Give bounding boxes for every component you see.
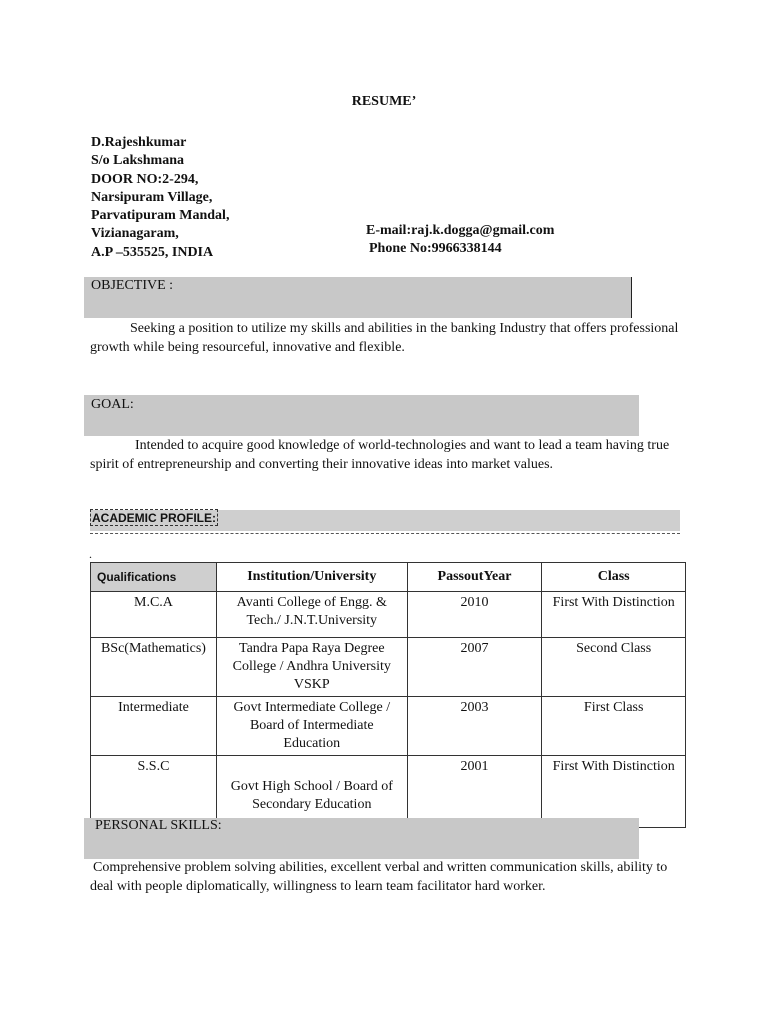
table-row (91, 756, 686, 828)
address-line: Parvatipuram Mandal, (91, 208, 230, 224)
column-header: Class (542, 563, 686, 592)
academic-heading: ACADEMIC PROFILE: (92, 511, 216, 525)
table-cell: Intermediate (91, 697, 217, 756)
table-cell: BSc(Mathematics) (91, 638, 217, 697)
table-cell: First With Distinction (542, 756, 686, 828)
column-header: PassoutYear (407, 563, 542, 592)
column-header: Qualifications (91, 563, 217, 592)
academic-table (90, 562, 686, 828)
skills-heading: PERSONAL SKILLS: (95, 818, 222, 833)
goal-heading-band (84, 395, 639, 436)
column-header: Institution/University (216, 563, 407, 592)
table-cell: First Class (542, 697, 686, 756)
address-line: S/o Lakshmana (91, 153, 184, 169)
table-cell: First With Distinction (542, 592, 686, 638)
table-cell: 2001 (407, 756, 542, 828)
goal-heading: GOAL: (91, 397, 134, 412)
phone-text: Phone No:9966338144 (369, 241, 502, 256)
objective-text: Seeking a position to utilize my skills and abilities in the banking Industry that offers professional growth while being resourceful, innovative and flexible. (90, 321, 679, 355)
table-cell: S.S.C (91, 756, 217, 828)
candidate-name: D.Rajeshkumar (91, 135, 187, 150)
table-cell: Avanti College of Engg. & Tech./ J.N.T.University (216, 592, 407, 638)
address-line: A.P –535525, INDIA (91, 244, 214, 260)
address-line: Narsipuram Village, (91, 189, 213, 205)
dashed-divider (90, 533, 680, 534)
table-cell: Second Class (542, 638, 686, 697)
objective-heading: OBJECTIVE : (91, 278, 174, 293)
table-cell: M.C.A (91, 592, 217, 638)
address-line: DOOR NO:2-294, (91, 171, 199, 187)
email-text: E-mail:raj.k.dogga@gmail.com (366, 223, 555, 238)
table-cell: 2010 (407, 592, 542, 638)
table-row (91, 638, 686, 697)
skills-text: Comprehensive problem solving abilities, excellent verbal and written communication skills, ability to deal with people diplomatically, willingness to learn team facilitator hard worker. (90, 860, 668, 894)
resume-title: RESUME’ (351, 94, 417, 109)
table-header-row (91, 563, 686, 592)
table-cell: Tandra Papa Raya Degree College / Andhra University VSKP (216, 638, 407, 697)
table-cell: Govt Intermediate College / Board of Intermediate Education (216, 697, 407, 756)
table-cell: 2003 (407, 697, 542, 756)
goal-text: Intended to acquire good knowledge of world-technologies and want to lead a team having true spirit of entrepreneurship and converting their innovative ideas into market values. (90, 438, 670, 472)
stray-mark: . (89, 547, 92, 561)
address-block (91, 134, 229, 262)
table-cell: 2007 (407, 638, 542, 697)
table-row (91, 697, 686, 756)
address-line: Vizianagaram, (91, 226, 179, 242)
table-cell: Govt High School / Board of Secondary Education (216, 756, 407, 828)
table-row (91, 592, 686, 638)
